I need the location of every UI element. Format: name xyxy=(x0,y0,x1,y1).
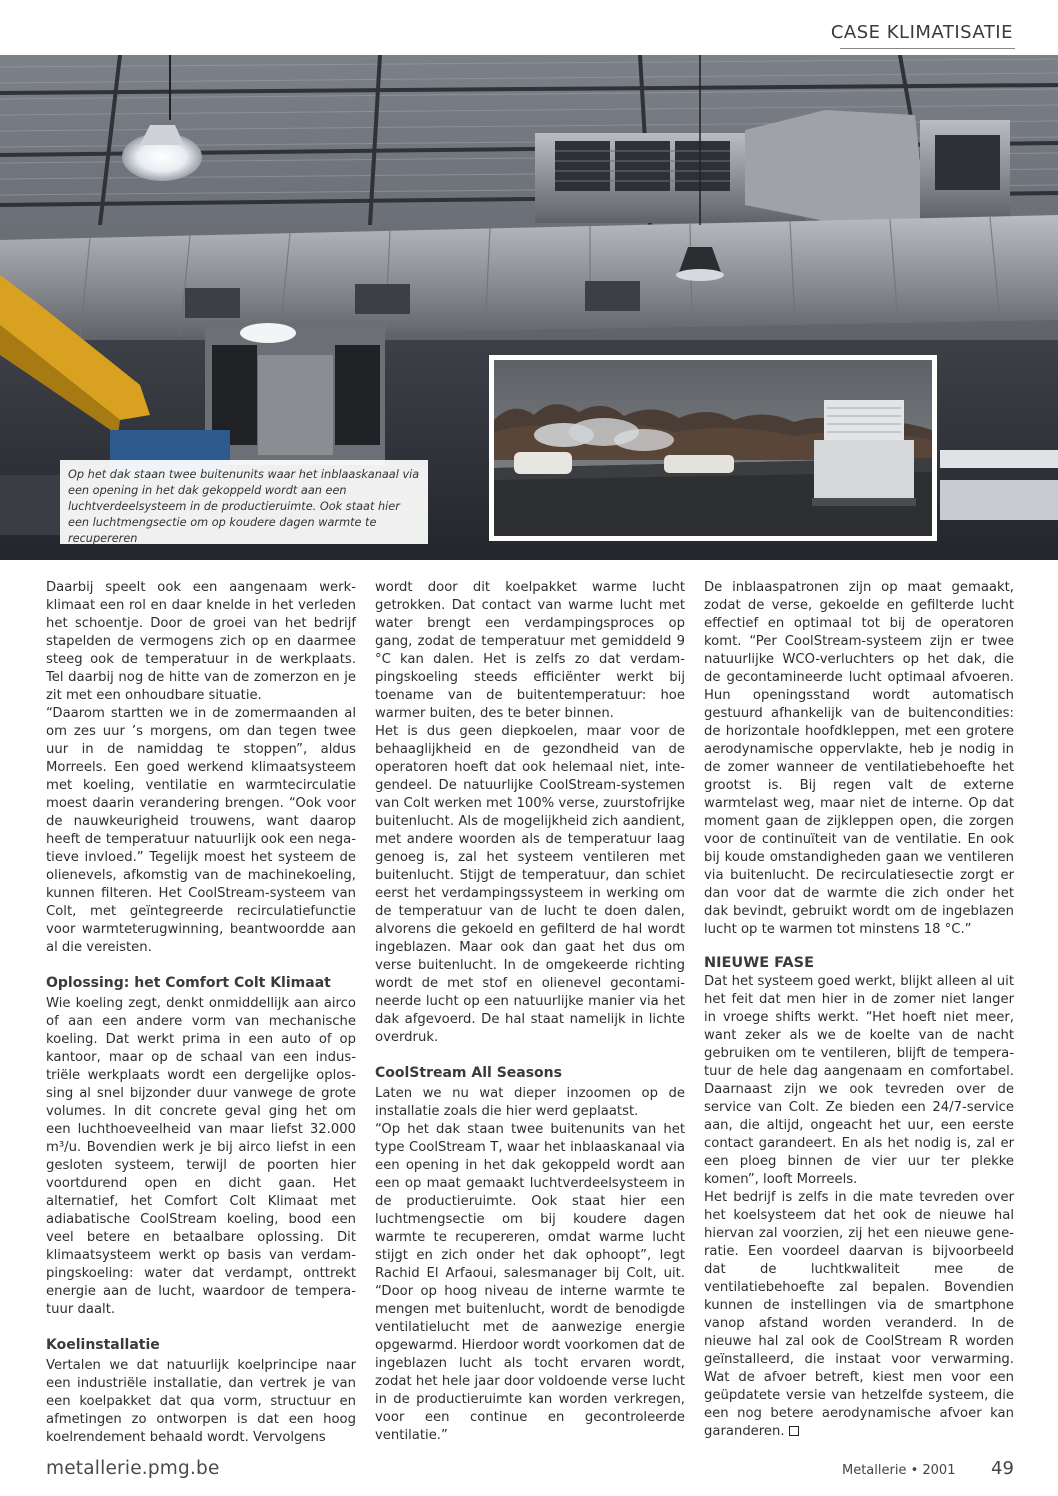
subheading: Koelinstallatie xyxy=(46,1337,160,1353)
article-column-3 xyxy=(704,579,1014,1441)
paragraph: Laten we nu wat dieper inzoomen op de installatie zoals die hier werd geplaatst. xyxy=(375,1086,685,1119)
end-of-article-icon xyxy=(789,1426,799,1436)
paragraph: “Daarom startten we in de zomermaanden al om zes uur ’s morgens, om dan tegen twee uur in de namiddag te stoppen”, aldus Morreels. Een goed werkend klimaatsysteem met koeling, ventilatie en warmtecirculatie moest daarin verandering brengen. “Ook voor de nauwkeurigheid trouwens, want daarop heeft de temperatuur natuurlijk ook een negatieve invloed.” Tegelijk moest het systeem de olienevels, afkomstig van de machinekoeling, kunnen filteren. Het CoolStream-systeem van Colt, met geïntegreerde recirculatiefunctie voor warmteterugwinning, beantwoordde aan al die vereisten. xyxy=(46,706,356,955)
paragraph: “Op het dak staan twee buitenunits van het type CoolStream T, waar het inblaaskanaal via een opening in het dak gekoppeld wordt aan een op maat gemaakt luchtverdeelsysteem in de productieruimte. Ook staat hier een luchtmengsectie om bij koudere dagen warmte te recupereren, omdat warme lucht stijgt en zich onder het dak ophoopt”, legt Rachid El Arfaoui, salesmanager bij Colt, uit. “Door op hoog niveau de interne warmte te mengen met buitenlucht, wordt de benodigde ventilatielucht met de aanwezige energie opgewarmd. Hierdoor wordt voorkomen dat de ingeblazen lucht als tocht ervaren wordt, zodat het hele jaar door voldoende verse lucht in de productieruimte kan worden verkregen, voor een continue en gecontroleerde ventilatie.” xyxy=(375,1122,685,1443)
article-column-1 xyxy=(46,579,356,1447)
subheading: CoolStream All Seasons xyxy=(375,1065,562,1081)
inset-photo xyxy=(489,355,937,541)
paragraph: De inblaaspatronen zijn op maat gemaakt, zodat de verse, gekoelde en gefilterde lucht effectief en optimaal tot bij de operatoren komt. “Per CoolStream-systeem zijn er twee natuurlijke WCO-verluchters op het dak, die de gecontamineerde lucht optimaal afvoeren. Hun openingsstand wordt automatisch gestuurd afhankelijk van de buitencondities: de horizontale hoofdkleppen, met een grotere aerodynamische oppervlakte, heb je nodig in de zomer wanneer de ventilatiebehoefte het grootst is. Bij regen valt de externe warmtelast weg, maar niet de interne. Op dat moment gaan de zijkleppen open, die zorgen voor de continuïteit van de ventilatie. En ook bij koude omstandigheden gaan we ventileren via buitenlucht. De recirculatiesectie zorgt er dan voor dat de warmte die zich onder het dak bevindt, gebruikt wordt om de ingeblazen lucht op te warmen tot minstens 18 °C.” xyxy=(704,580,1014,937)
subheading: NIEUWE FASE xyxy=(704,955,814,971)
paragraph: Vertalen we dat natuurlijk koelprincipe naar een industriële installatie, dan vertrek je van een koelpakket dat qua vorm, structuur en afmetingen zo ontworpen is dat een hoog koelrendement behaald wordt. Vervolgens xyxy=(46,1358,356,1445)
paragraph: Dat het systeem goed werkt, blijkt alleen al uit het feit dat men hier in de zomer niet langer in vroege shifts werkt. “Het hoeft niet meer, want zeker als we de koelte van de nacht gebruiken om te ventileren, blijft de temperatuur de hele dag aangenaam en comfortabel. Daarnaast zijn we ook tevreden over de service van Colt. Ze bieden een 24/7-service aan, die altijd, ongeacht het uur, een eerste contact garandeert. En als het nodig is, zal er een ploeg binnen de vier uur ter plekke komen”, looft Morreels. xyxy=(704,974,1014,1187)
paragraph-text: Het bedrijf is zelfs in die mate tevreden over het koelsysteem dat het ook de nieuwe hal hiervan zal voorzien, zij het een nieuwe generatie. Een voordeel daarvan is bijvoorbeeld dat de luchtkwaliteit mee de ventilatiebehoefte zal bepalen. Bovendien kunnen de instellingen via de smartphone vanop afstand worden veranderd. In de nieuwe hal zal ook de CoolStream R worden geïnstalleerd, die instaat voor verwarming. Wat de afvoer betreft, kiest men voor een geüpdatete versie van hetzelfde systeem, die een nog betere aerodynamische afvoer kan garanderen. xyxy=(704,1190,1014,1439)
photo-caption: Op het dak staan twee buitenunits waar het inblaaskanaal via een opening in het dak gekoppeld wordt aan een luchtverdeelsysteem in de productieruimte. Ook staat hier een luchtmengsectie om op koudere dagen warmte te recupereren xyxy=(60,460,428,544)
hero-photo xyxy=(0,55,1058,560)
paragraph-last xyxy=(704,1189,1014,1441)
paragraph: Het is dus geen diepkoelen, maar voor de behaaglijkheid en de gezondheid van de operatoren hoeft dat ook helemaal niet, integendeel. De natuurlijke CoolStream-systemen van Colt werken met 100% verse, zuurstofrijke buitenlucht. Als de mogelijkheid zich aandient, met andere woorden als de temperatuur laag genoeg is, zal het systeem ventileren met buitenlucht. Stijgt de temperatuur, dan schiet eerst het verdampingssysteem in werking om de temperatuur van de lucht te doen dalen, alvorens die gekoeld en gefilterd de hal wordt ingeblazen. Maar ook dan gaat het dus om verse buitenlucht. In de omgekeerde richting wordt de met stof en olienevel gecontamineerde lucht op een natuurlijke manier via het dak afgevoerd. De hal staat namelijk in lichte overdruk. xyxy=(375,724,685,1045)
footer-magazine: Metallerie • 2001 xyxy=(842,1463,956,1478)
roof-units-illustration xyxy=(494,360,932,536)
paragraph: Daarbij speelt ook een aangenaam werkklimaat een rol en daar knelde in het verleden het schoentje. Door de groei van het bedrijf stapelden de vermogens zich op en daarmee steeg ook de temperatuur in de werkplaats. Tel daarbij nog de hitte van de zomerzon en je zit met een onhoudbare situatie. xyxy=(46,580,356,703)
section-rule xyxy=(840,48,1015,49)
article-column-2 xyxy=(375,579,685,1445)
page-number: 49 xyxy=(991,1458,1014,1479)
paragraph: wordt door dit koelpakket warme lucht getrokken. Dat contact van warme lucht met water brengt een verdampingsproces op gang, zodat de temperatuur met gemiddeld 9 °C kan dalen. Het is zelfs zo dat verdampingskoeling steeds efficiënter werkt bij toename van de buitentemperatuur: hoe warmer buiten, des te beter binnen. xyxy=(375,580,685,721)
subheading: Oplossing: het Comfort Colt Klimaat xyxy=(46,975,331,991)
paragraph: Wie koeling zegt, denkt onmiddellijk aan airco of aan een andere vorm van mechanische koeling. Dat werkt prima in een auto of op kantoor, maar op de schaal van een industriële werkplaats wordt een dergelijke oplossing al snel bijzonder duur vanwege de grote volumes. In dit concrete geval ging het om een luchthoeveelheid van maar liefst 32.000 m³/u. Bovendien werk je bij airco liefst in een gesloten systeem, terwijl de poorten hier voortdurend open en dicht gaan. Het alternatief, het Comfort Colt Klimaat met adiabatische CoolStream koeling, bood een veel betere en betaalbare oplossing. Dit klimaatsysteem werkt op basis van verdampingskoeling: water dat verdampt, onttrekt energie aan de lucht, waardoor de temperatuur daalt. xyxy=(46,996,356,1317)
section-label: CASE KLIMATISATIE xyxy=(830,22,1013,43)
footer-url[interactable]: metallerie.pmg.be xyxy=(46,1458,220,1479)
